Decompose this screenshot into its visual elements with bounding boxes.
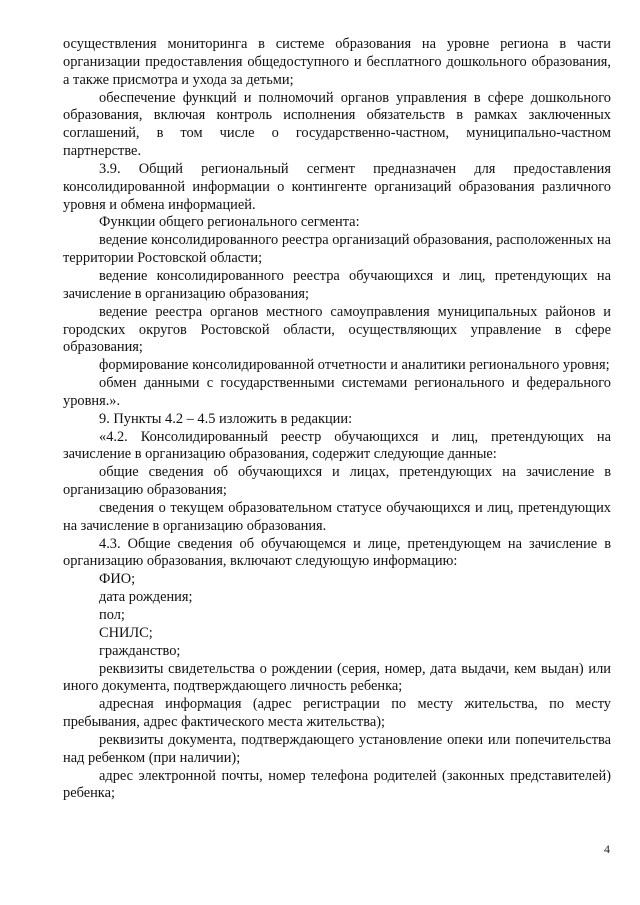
paragraph: обмен данными с государственными системами регионального и федерального уровня.». — [63, 375, 611, 409]
paragraph: ФИО; — [99, 571, 136, 588]
page-number: 4 — [604, 842, 610, 856]
paragraph: ведение реестра органов местного самоуправления муниципальных районов и городских округов Ростовской области, осуществляющих управление в сфере образования; — [63, 303, 611, 356]
paragraph: гражданство; — [99, 642, 181, 659]
paragraph: реквизиты документа, подтверждающего установление опеки или попечительства над ребенком (при наличии); — [63, 731, 611, 766]
paragraph: реквизиты свидетельства о рождении (серия, номер, дата выдачи, кем выдан) или иного документа, подтверждающего личность ребенка; — [63, 660, 611, 695]
paragraph: «4.2. Консолидированный реестр обучающихся и лиц, претендующих на зачисление в организацию образования, содержит следующие данные: — [63, 428, 611, 463]
paragraph: обеспечение функций и полномочий органов управления в сфере дошкольного образования, включая контроль исполнения обязательств в рамках заключенных соглашений, в том числе о государственно-частном, муниципально-частном партнерстве. — [63, 89, 611, 160]
paragraph: СНИЛС; — [99, 624, 153, 641]
paragraph: осуществления мониторинга в системе образования на уровне региона в части организации предоставления общедоступного и бесплатного дошкольного образования, а также присмотра и ухода за детьми; — [63, 36, 611, 88]
paragraph: ведение консолидированного реестра обучающихся и лиц, претендующих на зачисление в организацию образования; — [63, 267, 611, 302]
paragraph: 9. Пункты 4.2 – 4.5 изложить в редакции: — [99, 410, 353, 427]
paragraph: 4.3. Общие сведения об обучающемся и лице, претендующем на зачисление в организацию образования, включают следующую информацию: — [63, 535, 611, 570]
paragraph: 3.9. Общий региональный сегмент предназначен для предоставления консолидированной информации о контингенте организаций образования различного уровня и обмена информацией. — [63, 160, 611, 213]
paragraph: Функции общего регионального сегмента: — [99, 214, 360, 231]
paragraph: формирование консолидированной отчетности и аналитики регионального уровня; — [99, 357, 610, 374]
paragraph: сведения о текущем образовательном статусе обучающихся и лиц, претендующих на зачисление в организацию образования. — [63, 499, 611, 534]
paragraph: адрес электронной почты, номер телефона родителей (законных представителей) ребенка; — [63, 767, 611, 802]
document-body — [63, 36, 611, 803]
paragraph: ведение консолидированного реестра организаций образования, расположенных на территории Ростовской области; — [63, 232, 611, 267]
paragraph: пол; — [99, 607, 125, 623]
paragraph: дата рождения; — [99, 589, 193, 606]
paragraph: общие сведения об обучающихся и лицах, претендующих на зачисление в организацию образования; — [63, 464, 611, 499]
paragraph: адресная информация (адрес регистрации по месту жительства, по месту пребывания, адрес фактического места жительства); — [63, 696, 611, 731]
